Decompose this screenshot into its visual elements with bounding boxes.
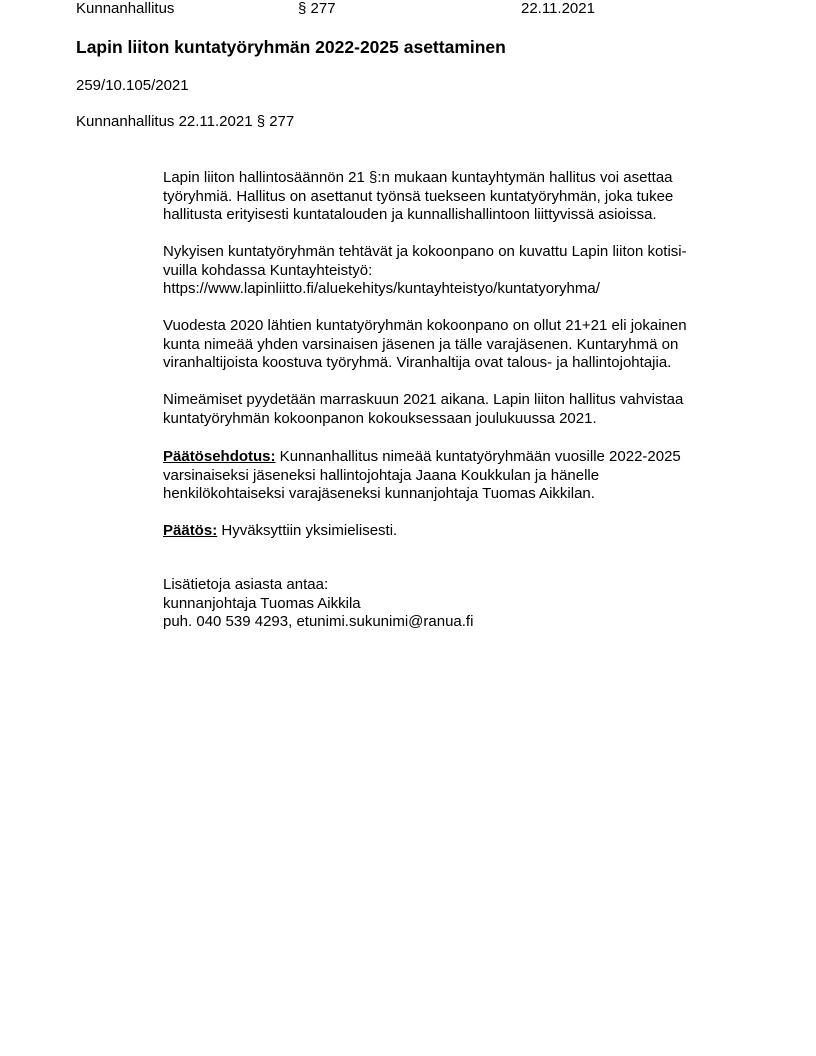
text-line: Lapin liiton hallintosäännön 21 §:n mukaan kuntayhtymän hallitus voi asettaa (163, 169, 673, 186)
page-title: Lapin liiton kuntatyöryhmän 2022-2025 asettaminen (76, 37, 506, 57)
text-line: Vuodesta 2020 lähtien kuntatyöryhmän kokoonpano on ollut 21+21 eli jokainen (163, 317, 687, 334)
diary-number: 259/10.105/2021 (76, 77, 189, 94)
text-line: Nykyisen kuntatyöryhmän tehtävät ja kokoonpano on kuvattu Lapin liiton kotisi- (163, 243, 687, 260)
paragraph-3 (163, 317, 687, 373)
paragraph-2 (163, 243, 687, 299)
header-section: § 277 (298, 0, 336, 17)
text-line: Nimeämiset pyydetään marraskuun 2021 aikana. Lapin liiton hallitus vahvistaa (163, 391, 684, 408)
decision (163, 522, 397, 541)
text-line: viranhaltijoista koostuva työryhmä. Viranhaltija ovat talous- ja hallintojohtajia. (163, 354, 672, 371)
text-line: hallitusta erityisesti kuntatalouden ja kunnallishallintoon liittyvissä asioissa. (163, 206, 657, 223)
text-line: vuilla kohdassa Kuntayhteistyö: (163, 261, 373, 279)
text-line: varsinaiseksi jäseneksi hallintojohtaja Jaana Koukkulan ja hänelle (163, 466, 600, 484)
text-line: kunnanjohtaja Tuomas Aikkila (163, 594, 361, 612)
paragraph-4 (163, 391, 683, 428)
decision-label: Päätös: (163, 522, 218, 539)
text-line: kuntatyöryhmän kokoonpanon kokouksessaan joulukuussa 2021. (163, 409, 597, 427)
text-line: työryhmiä. Hallitus on asettanut työnsä tuekseen kuntatyöryhmän, joka tukee (163, 187, 674, 205)
contact-info (163, 576, 473, 632)
decision-text: Hyväksyttiin yksimielisesti. (217, 522, 398, 539)
text-line: Lisätietoja asiasta antaa: (163, 576, 329, 593)
decision-proposal (163, 448, 681, 504)
proposal-label: Päätösehdotus: (163, 448, 276, 465)
text-line: puh. 040 539 4293, etunimi.sukunimi@ranua.fi (163, 613, 474, 630)
header-body: Kunnanhallitus (76, 0, 175, 17)
text-line: henkilökohtaiseksi varajäseneksi kunnanjohtaja Tuomas Aikkilan. (163, 485, 595, 502)
text-line: Kunnanhallitus nimeää kuntatyöryhmään vuosille 2022-2025 (275, 448, 681, 465)
header-date: 22.11.2021 (521, 0, 595, 17)
text-line: kunta nimeää yhden varsinaisen jäsenen ja tälle varajäsenen. Kuntaryhmä on (163, 335, 679, 353)
meeting-reference: Kunnanhallitus 22.11.2021 § 277 (76, 113, 295, 130)
paragraph-1 (163, 169, 673, 225)
url-link[interactable]: https://www.lapinliitto.fi/aluekehitys/kuntayhteistyo/kuntatyoryhma/ (163, 280, 600, 297)
